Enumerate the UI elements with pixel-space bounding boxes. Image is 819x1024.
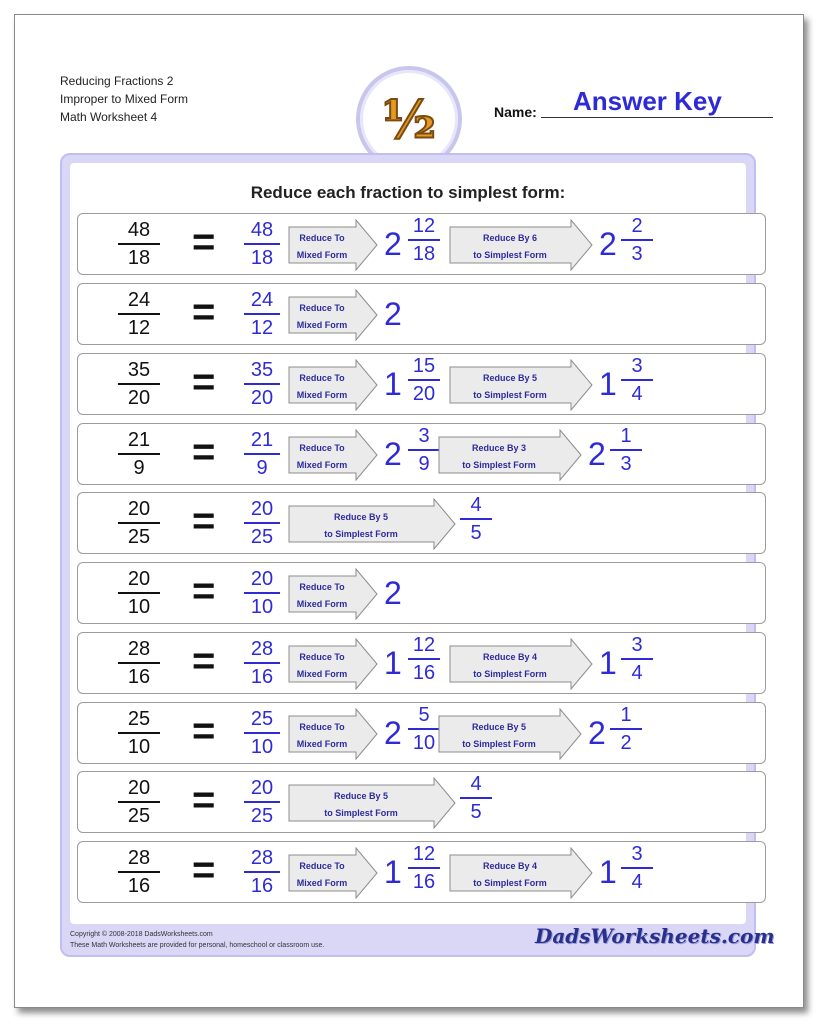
- reduce-to-mixed-arrow-label-2: Mixed Form: [296, 739, 348, 749]
- reduce-by-arrow-label-1: Reduce By 5: [333, 791, 389, 801]
- restated-fraction-denominator: 16: [250, 875, 274, 897]
- restated-fraction-bar: [244, 313, 280, 315]
- problem-fraction-bar: [118, 313, 160, 315]
- problem-fraction-denominator: 12: [127, 317, 151, 339]
- restated-fraction-denominator: 10: [250, 736, 274, 758]
- restated-fraction: [244, 707, 280, 759]
- reduce-to-mixed-arrow-label-2: Mixed Form: [296, 878, 348, 888]
- reduce-by-arrow-label-1: Reduce By 5: [471, 722, 527, 732]
- restated-fraction-bar: [244, 522, 280, 524]
- mixed-fraction-numerator: 12: [412, 843, 436, 865]
- problem-fraction-numerator: 35: [127, 359, 151, 381]
- mixed-whole-number: 1: [384, 366, 402, 402]
- problem-row: [77, 771, 766, 833]
- restated-fraction-bar: [244, 871, 280, 873]
- mixed-fraction: [408, 354, 440, 406]
- restated-fraction: [244, 567, 280, 619]
- problem-fraction-denominator: 10: [127, 736, 151, 758]
- simplest-fraction-numerator: 2: [631, 215, 643, 237]
- simplest-fraction: [460, 493, 492, 545]
- arrow-right-icon: [288, 289, 378, 341]
- problem-fraction-denominator: 16: [127, 875, 151, 897]
- problem-fraction-denominator: 16: [127, 666, 151, 688]
- restated-fraction-bar: [244, 453, 280, 455]
- problem-fraction-bar: [118, 243, 160, 245]
- restated-fraction-numerator: 35: [250, 359, 274, 381]
- simplest-fraction: [621, 842, 653, 894]
- restated-fraction-numerator: 21: [250, 429, 274, 451]
- worksheet-number: Math Worksheet 4: [60, 110, 158, 124]
- restated-fraction-bar: [244, 243, 280, 245]
- mixed-whole-number: 2: [384, 296, 402, 332]
- mixed-fraction-bar: [408, 239, 440, 241]
- restated-fraction-bar: [244, 592, 280, 594]
- reduce-to-mixed-arrow: [288, 568, 378, 620]
- equals-sign: =: [192, 290, 216, 334]
- reduce-by-arrow-label-2: to Simplest Form: [473, 878, 547, 888]
- simplest-fraction: [621, 633, 653, 685]
- problem-fraction-denominator: 25: [127, 805, 151, 827]
- problem-row: [77, 283, 766, 345]
- problem-row: [77, 702, 766, 764]
- arrow-right-icon: [449, 359, 593, 411]
- restated-fraction-denominator: 10: [250, 596, 274, 618]
- simplest-fraction-denominator: 4: [631, 871, 643, 893]
- problem-fraction-numerator: 21: [127, 429, 151, 451]
- equals-sign: =: [192, 360, 216, 404]
- brand-logo: DadsWorksheets.com: [535, 924, 775, 948]
- reduce-to-mixed-arrow-label-2: Mixed Form: [296, 390, 348, 400]
- restated-fraction-denominator: 25: [250, 805, 274, 827]
- simplest-fraction: [460, 772, 492, 824]
- problem-fraction: [118, 497, 160, 549]
- simplest-fraction-denominator: 4: [631, 383, 643, 405]
- reduce-by-arrow-label-1: Reduce By 3: [471, 443, 527, 453]
- restated-fraction-numerator: 28: [250, 847, 274, 869]
- restated-fraction-denominator: 9: [256, 457, 268, 479]
- mixed-fraction-numerator: 3: [418, 425, 430, 447]
- mixed-whole-number: 2: [384, 575, 402, 611]
- simplest-fraction-bar: [610, 728, 642, 730]
- equals-sign: =: [192, 778, 216, 822]
- name-label: Name:: [494, 104, 537, 120]
- problem-fraction: [118, 637, 160, 689]
- arrow-right-icon: [288, 638, 378, 690]
- restated-fraction-numerator: 24: [250, 289, 274, 311]
- reduce-by-arrow: [438, 429, 582, 481]
- problem-fraction: [118, 218, 160, 270]
- mixed-fraction: [408, 703, 440, 755]
- mixed-fraction-bar: [408, 379, 440, 381]
- mixed-fraction-numerator: 12: [412, 634, 436, 656]
- reduce-by-arrow-label-2: to Simplest Form: [473, 390, 547, 400]
- restated-fraction-denominator: 20: [250, 387, 274, 409]
- footer-text: [70, 929, 324, 951]
- restated-fraction-numerator: 28: [250, 638, 274, 660]
- reduce-to-mixed-arrow-label-2: Mixed Form: [296, 460, 348, 470]
- reduce-to-mixed-arrow-label-2: Mixed Form: [296, 320, 348, 330]
- arrow-right-icon: [449, 638, 593, 690]
- simplest-fraction-denominator: 5: [470, 522, 482, 544]
- arrow-right-icon: [449, 847, 593, 899]
- mixed-fraction-denominator: 9: [418, 453, 430, 475]
- arrow-right-icon: [438, 708, 582, 760]
- problem-row: [77, 632, 766, 694]
- mixed-fraction-numerator: 15: [412, 355, 436, 377]
- mixed-whole-number: 2: [384, 226, 402, 262]
- simplest-fraction-numerator: 3: [631, 843, 643, 865]
- name-line: [541, 117, 773, 118]
- reduce-to-mixed-arrow-label-1: Reduce To: [299, 303, 345, 313]
- reduce-by-arrow: [288, 498, 456, 550]
- problem-fraction-numerator: 20: [127, 777, 151, 799]
- answer-key-value: Answer Key: [573, 86, 722, 116]
- restated-fraction: [244, 218, 280, 270]
- restated-fraction-denominator: 16: [250, 666, 274, 688]
- problem-fraction-bar: [118, 732, 160, 734]
- mixed-fraction-denominator: 16: [412, 662, 436, 684]
- simplest-fraction-bar: [621, 379, 653, 381]
- equals-sign: =: [192, 430, 216, 474]
- simplest-whole-number: 1: [599, 854, 617, 890]
- problem-fraction: [118, 776, 160, 828]
- simplest-fraction-numerator: 3: [631, 355, 643, 377]
- reduce-to-mixed-arrow-label-1: Reduce To: [299, 722, 345, 732]
- simplest-fraction: [610, 424, 642, 476]
- arrow-right-icon: [438, 429, 582, 481]
- problem-fraction-numerator: 28: [127, 847, 151, 869]
- problem-fraction-numerator: 25: [127, 708, 151, 730]
- reduce-to-mixed-arrow-label-1: Reduce To: [299, 233, 345, 243]
- reduce-to-mixed-arrow: [288, 429, 378, 481]
- mixed-fraction-bar: [408, 658, 440, 660]
- problem-fraction-numerator: 48: [127, 219, 151, 241]
- simplest-whole-number: 1: [599, 366, 617, 402]
- equals-sign: =: [192, 499, 216, 543]
- problem-row: [77, 841, 766, 903]
- restated-fraction: [244, 358, 280, 410]
- mixed-fraction-numerator: 12: [412, 215, 436, 237]
- reduce-by-arrow: [449, 638, 593, 690]
- simplest-fraction: [610, 703, 642, 755]
- arrow-right-icon: [288, 568, 378, 620]
- worksheet-title-block: [60, 72, 188, 126]
- one-half-icon: [366, 76, 452, 162]
- simplest-fraction: [621, 214, 653, 266]
- restated-fraction-denominator: 12: [250, 317, 274, 339]
- restated-fraction: [244, 637, 280, 689]
- problem-fraction-numerator: 28: [127, 638, 151, 660]
- restated-fraction-denominator: 18: [250, 247, 274, 269]
- simplest-whole-number: 1: [599, 645, 617, 681]
- restated-fraction-denominator: 25: [250, 526, 274, 548]
- mixed-fraction-denominator: 20: [412, 383, 436, 405]
- simplest-fraction-denominator: 4: [631, 662, 643, 684]
- simplest-fraction-denominator: 5: [470, 801, 482, 823]
- simplest-fraction-bar: [460, 797, 492, 799]
- simplest-fraction-numerator: 3: [631, 634, 643, 656]
- mixed-fraction: [408, 424, 440, 476]
- reduce-to-mixed-arrow-label-1: Reduce To: [299, 373, 345, 383]
- problem-fraction: [118, 707, 160, 759]
- arrow-right-icon: [288, 777, 456, 829]
- simplest-fraction-bar: [621, 867, 653, 869]
- problem-fraction-bar: [118, 871, 160, 873]
- reduce-by-arrow: [288, 777, 456, 829]
- reduce-by-arrow: [449, 847, 593, 899]
- problem-row: [77, 353, 766, 415]
- reduce-by-arrow-label-1: Reduce By 5: [482, 373, 538, 383]
- reduce-by-arrow-label-1: Reduce By 4: [482, 652, 538, 662]
- restated-fraction-numerator: 20: [250, 777, 274, 799]
- problem-fraction-numerator: 20: [127, 498, 151, 520]
- reduce-by-arrow-label-2: to Simplest Form: [462, 460, 536, 470]
- restated-fraction-numerator: 25: [250, 708, 274, 730]
- problem-fraction: [118, 846, 160, 898]
- reduce-by-arrow-label-2: to Simplest Form: [462, 739, 536, 749]
- arrow-right-icon: [288, 429, 378, 481]
- problem-fraction: [118, 428, 160, 480]
- arrow-right-icon: [288, 498, 456, 550]
- problem-fraction-bar: [118, 662, 160, 664]
- restated-fraction: [244, 846, 280, 898]
- simplest-fraction-numerator: 4: [470, 494, 482, 516]
- reduce-to-mixed-arrow-label-1: Reduce To: [299, 652, 345, 662]
- reduce-by-arrow-label-2: to Simplest Form: [324, 529, 398, 539]
- reduce-by-arrow: [449, 219, 593, 271]
- mixed-fraction-numerator: 5: [418, 704, 430, 726]
- problem-fraction-bar: [118, 453, 160, 455]
- restated-fraction: [244, 428, 280, 480]
- mixed-fraction: [408, 842, 440, 894]
- simplest-fraction-bar: [621, 239, 653, 241]
- problem-fraction-numerator: 20: [127, 568, 151, 590]
- reduce-to-mixed-arrow: [288, 289, 378, 341]
- mixed-whole-number: 1: [384, 854, 402, 890]
- mixed-fraction-denominator: 16: [412, 871, 436, 893]
- logo-glyph: ½: [381, 90, 437, 151]
- simplest-fraction-denominator: 3: [631, 243, 643, 265]
- reduce-to-mixed-arrow-label-2: Mixed Form: [296, 669, 348, 679]
- worksheet-title: Reducing Fractions 2: [60, 74, 174, 88]
- instruction-text: Reduce each fraction to simplest form:: [250, 183, 566, 202]
- reduce-to-mixed-arrow-label-2: Mixed Form: [296, 599, 348, 609]
- reduce-by-arrow-label-2: to Simplest Form: [473, 250, 547, 260]
- problem-fraction-numerator: 24: [127, 289, 151, 311]
- problem-row: [77, 213, 766, 275]
- problem-fraction-denominator: 9: [133, 457, 145, 479]
- mixed-fraction: [408, 214, 440, 266]
- problem-row: [77, 423, 766, 485]
- mixed-fraction: [408, 633, 440, 685]
- problem-fraction: [118, 567, 160, 619]
- reduce-by-arrow-label-1: Reduce By 4: [482, 861, 538, 871]
- simplest-fraction-bar: [610, 449, 642, 451]
- problem-fraction-denominator: 10: [127, 596, 151, 618]
- problem-row: [77, 562, 766, 624]
- equals-sign: =: [192, 569, 216, 613]
- problem-fraction: [118, 288, 160, 340]
- reduce-to-mixed-arrow-label-1: Reduce To: [299, 861, 345, 871]
- copyright-text: Copyright © 2008-2018 DadsWorksheets.com: [70, 931, 213, 938]
- mixed-fraction-denominator: 18: [412, 243, 436, 265]
- restated-fraction-bar: [244, 732, 280, 734]
- reduce-to-mixed-arrow: [288, 847, 378, 899]
- restated-fraction-bar: [244, 383, 280, 385]
- arrow-right-icon: [449, 219, 593, 271]
- problem-fraction-bar: [118, 801, 160, 803]
- equals-sign: =: [192, 639, 216, 683]
- restated-fraction: [244, 497, 280, 549]
- problem-fraction-denominator: 18: [127, 247, 151, 269]
- equals-sign: =: [192, 848, 216, 892]
- mixed-fraction-bar: [408, 867, 440, 869]
- arrow-right-icon: [288, 219, 378, 271]
- problem-fraction-bar: [118, 383, 160, 385]
- problem-row: [77, 492, 766, 554]
- reduce-to-mixed-arrow-label-1: Reduce To: [299, 582, 345, 592]
- reduce-to-mixed-arrow: [288, 708, 378, 760]
- restated-fraction-numerator: 48: [250, 219, 274, 241]
- restated-fraction: [244, 288, 280, 340]
- simplest-fraction-numerator: 1: [620, 704, 632, 726]
- mixed-fraction-bar: [408, 728, 440, 730]
- simplest-fraction-numerator: 1: [620, 425, 632, 447]
- arrow-right-icon: [288, 359, 378, 411]
- reduce-by-arrow-label-1: Reduce By 5: [333, 512, 389, 522]
- reduce-to-mixed-arrow: [288, 638, 378, 690]
- problem-fraction-bar: [118, 592, 160, 594]
- restated-fraction-bar: [244, 801, 280, 803]
- equals-sign: =: [192, 709, 216, 753]
- simplest-fraction-denominator: 2: [620, 732, 632, 754]
- mixed-whole-number: 2: [384, 715, 402, 751]
- worksheet-subtitle: Improper to Mixed Form: [60, 92, 189, 106]
- restated-fraction-numerator: 20: [250, 568, 274, 590]
- reduce-by-arrow-label-2: to Simplest Form: [324, 808, 398, 818]
- usage-note: These Math Worksheets are provided for personal, homeschool or classroom use.: [70, 942, 325, 949]
- arrow-right-icon: [288, 847, 378, 899]
- reduce-to-mixed-arrow: [288, 219, 378, 271]
- problem-fraction-denominator: 20: [127, 387, 151, 409]
- mixed-whole-number: 1: [384, 645, 402, 681]
- reduce-to-mixed-arrow-label-1: Reduce To: [299, 443, 345, 453]
- simplest-fraction: [621, 354, 653, 406]
- restated-fraction-bar: [244, 662, 280, 664]
- restated-fraction-numerator: 20: [250, 498, 274, 520]
- reduce-to-mixed-arrow: [288, 359, 378, 411]
- simplest-fraction-bar: [460, 518, 492, 520]
- reduce-by-arrow: [438, 708, 582, 760]
- simplest-fraction-bar: [621, 658, 653, 660]
- simplest-whole-number: 2: [588, 715, 606, 751]
- reduce-by-arrow-label-1: Reduce By 6: [482, 233, 538, 243]
- reduce-by-arrow: [449, 359, 593, 411]
- reduce-by-arrow-label-2: to Simplest Form: [473, 669, 547, 679]
- arrow-right-icon: [288, 708, 378, 760]
- mixed-fraction-bar: [408, 449, 440, 451]
- equals-sign: =: [192, 220, 216, 264]
- mixed-whole-number: 2: [384, 436, 402, 472]
- problem-fraction-bar: [118, 522, 160, 524]
- mixed-fraction-denominator: 10: [412, 732, 436, 754]
- simplest-whole-number: 2: [599, 226, 617, 262]
- simplest-whole-number: 2: [588, 436, 606, 472]
- problem-fraction-denominator: 25: [127, 526, 151, 548]
- reduce-to-mixed-arrow-label-2: Mixed Form: [296, 250, 348, 260]
- simplest-fraction-denominator: 3: [620, 453, 632, 475]
- problem-fraction: [118, 358, 160, 410]
- restated-fraction: [244, 776, 280, 828]
- simplest-fraction-numerator: 4: [470, 773, 482, 795]
